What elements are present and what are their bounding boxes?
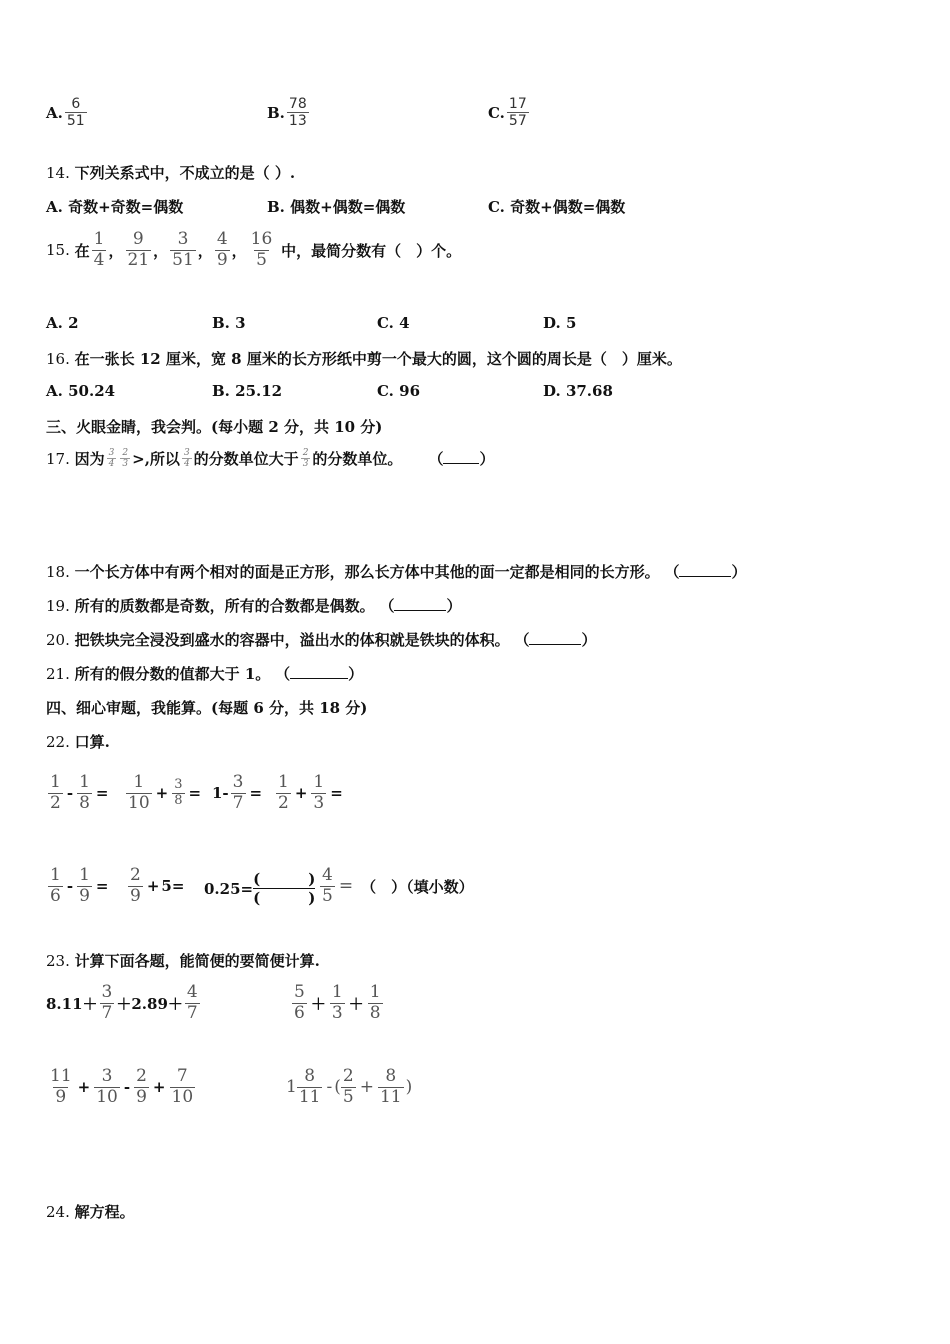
q22-expr-7: 0.25= ( ) ( ) [204, 870, 316, 907]
q14-option-a[interactable]: A. 奇数+奇数=偶数 [46, 198, 184, 216]
q23-stem: 23. 计算下面各题，能简便的要简便计算. [46, 952, 320, 970]
fraction: $\frac{1}{4}$ [93, 229, 105, 270]
q14-stem: 14. 下列关系式中，不成立的是（ ）. [46, 164, 296, 182]
answer-blank[interactable]: （ ） [514, 631, 597, 649]
fraction: $\frac{3}{4}$ [183, 448, 190, 470]
q16-option-b[interactable]: B. 25.12 [212, 382, 283, 400]
answer-blank[interactable]: （ ） [664, 563, 747, 581]
fraction: $\frac{3}{4}$ [108, 448, 115, 470]
q24-stem: 24. 解方程。 [46, 1203, 135, 1221]
answer-blank[interactable]: （ ） [275, 665, 364, 683]
q23-expr-1: 8.11＋ $\frac{3}{7}$ ＋2.89＋ $\frac{4}{7}$ [46, 982, 198, 1023]
q14-option-b[interactable]: B. 偶数+偶数=偶数 [267, 198, 406, 216]
q13-option-a[interactable]: A. $\frac{6}{51}$ [46, 96, 85, 130]
section-heading-3: 三、火眼金睛，我会判。(每小题 2 分，共 10 分) [46, 418, 383, 436]
q15-option-d[interactable]: D. 5 [543, 314, 577, 332]
fraction: $\frac{9}{21}$ [127, 229, 150, 270]
fraction: $\frac{78}{13}$ [288, 96, 307, 130]
q13-option-c[interactable]: C. $\frac{17}{57}$ [488, 96, 527, 130]
q15-option-a[interactable]: A. 2 [46, 314, 79, 332]
q14-option-c[interactable]: C. 奇数+偶数=偶数 [488, 198, 626, 216]
fraction: $\frac{6}{51}$ [66, 96, 85, 130]
fraction: $\frac{16}{5}$ [250, 229, 273, 270]
q19: 19. 所有的质数都是奇数，所有的合数都是偶数。 （ ） [46, 597, 462, 615]
q18: 18. 一个长方体中有两个相对的面是正方形，那么长方体中其他的面一定都是相同的长方形。 （ ） [46, 563, 747, 581]
q16-option-a[interactable]: A. 50.24 [46, 382, 116, 400]
q22-expr-5: $\frac{1}{6}$ - $\frac{1}{9}$ = [50, 865, 109, 906]
q23-expr-4: 1 $\frac{8}{11}$ - ( $\frac{2}{5}$ + $\frac{8}{11}$ ) [286, 1066, 413, 1107]
q15-option-b[interactable]: B. 3 [212, 314, 246, 332]
fraction-blank[interactable]: ( ) ( ) [253, 870, 316, 907]
q22-expr-1: $\frac{1}{2}$ - $\frac{1}{8}$ = [50, 772, 109, 813]
q16-option-d[interactable]: D. 37.68 [543, 382, 613, 400]
q20: 20. 把铁块完全浸没到盛水的容器中，溢出水的体积就是铁块的体积。 （ ） [46, 631, 597, 649]
answer-blank[interactable]: （ ） [379, 597, 462, 615]
q22-expr-8: $\frac{4}{5}$ = （ ）（填小数） [322, 865, 474, 906]
q21: 21. 所有的假分数的值都大于 1。 （ ） [46, 665, 364, 683]
q13-option-b[interactable]: B. $\frac{78}{13}$ [267, 96, 307, 130]
fraction: $\frac{17}{57}$ [508, 96, 527, 130]
answer-blank[interactable]: （ ） [428, 450, 495, 469]
fraction: $\frac{2}{3}$ [122, 448, 129, 470]
fraction: $\frac{2}{3}$ [302, 448, 309, 470]
fraction: $\frac{4}{9}$ [216, 229, 228, 270]
q16-option-c[interactable]: C. 96 [377, 382, 421, 400]
q22-expr-2: $\frac{1}{10}$ + $\frac{3}{8}$ = [128, 772, 202, 813]
q22-expr-6: $\frac{2}{9}$ + 5= [130, 865, 185, 906]
q16-stem: 16. 在一张长 12 厘米，宽 8 厘米的长方形纸中剪一个最大的圆，这个圆的周长是（ ）厘米。 [46, 350, 682, 368]
q22-expr-4: $\frac{1}{2}$ + $\frac{1}{3}$ = [278, 772, 343, 813]
q23-expr-3: $\frac{11}{9}$ + $\frac{3}{10}$ - $\frac{2}{9}$ + $\frac{7}{10}$ [50, 1066, 194, 1107]
q15-option-c[interactable]: C. 4 [377, 314, 410, 332]
fraction: $\frac{3}{51}$ [172, 229, 194, 270]
q15-stem: 15. 在 $\frac{1}{4}$ ， $\frac{9}{21}$ ， $\frac{3}{51}$ ， $\frac{4}{9}$ ， $\frac{16}{5}$ 中，最简分数有（ ）个。 [46, 229, 462, 270]
q23-expr-2: $\frac{5}{6}$ ＋ $\frac{1}{3}$ ＋ $\frac{1}{8}$ [294, 982, 381, 1023]
q22-stem: 22. 口算. [46, 733, 110, 751]
q22-expr-3: 1- $\frac{3}{7}$ = [212, 772, 263, 813]
q17-stem: 17. 因为 $\frac{3}{4}$ $\frac{2}{3}$ > ,所以 $\frac{3}{4}$ 的分数单位大于 $\frac{2}{3}$ 的分数单位。 （ ） [46, 448, 495, 470]
section-heading-4: 四、细心审题，我能算。(每题 6 分，共 18 分) [46, 699, 368, 717]
